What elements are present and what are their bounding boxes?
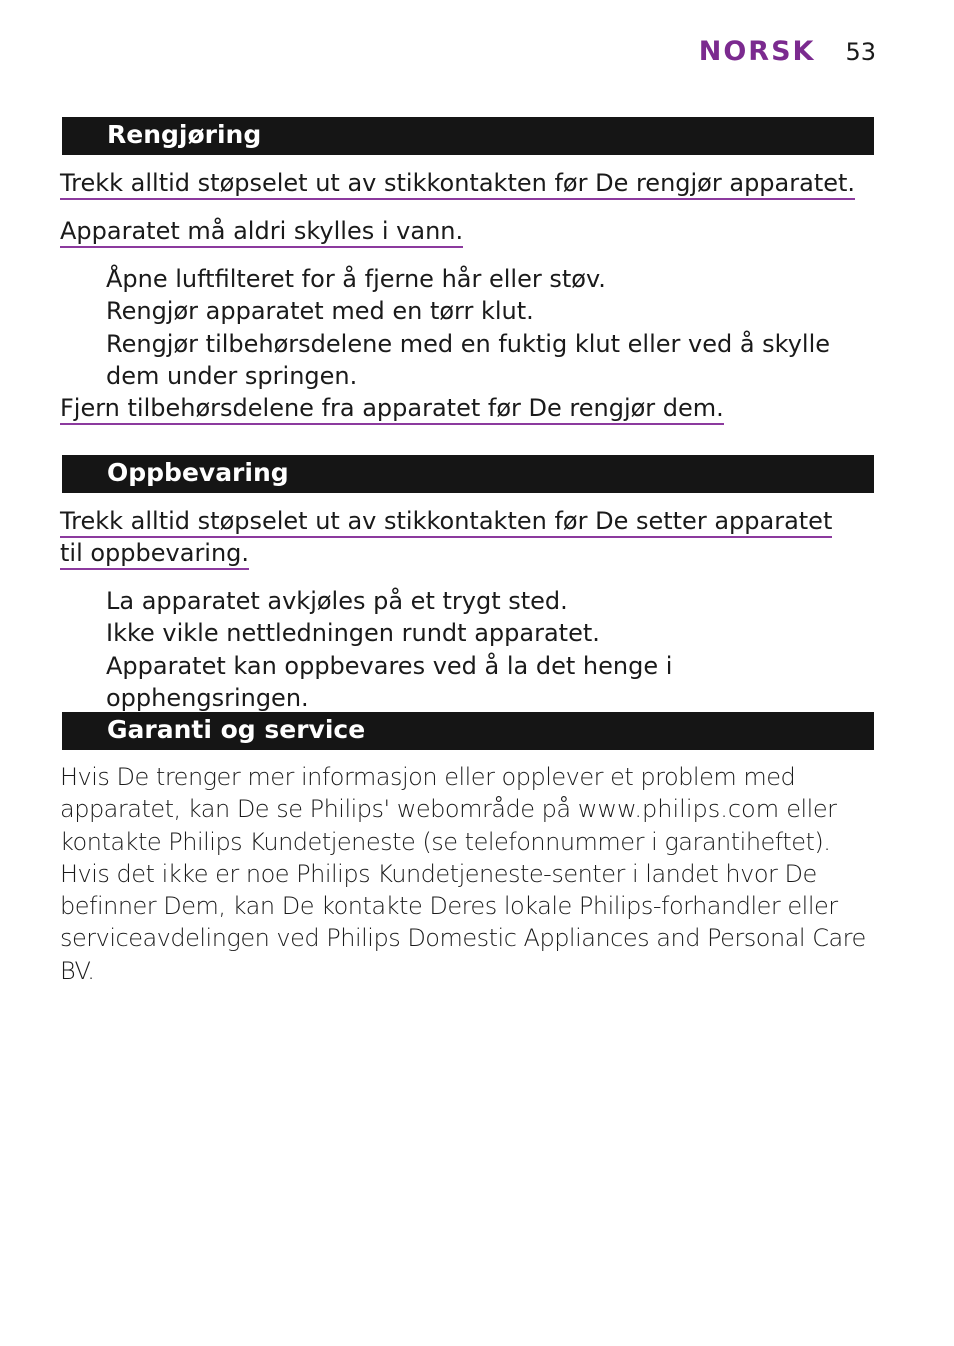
- cleaning-step: Rengjør tilbehørsdelene med en fuktig klut eller ved å skylle dem under springen.: [106, 329, 831, 390]
- cleaning-note: [60, 392, 724, 424]
- storage-steps-list: [106, 585, 876, 714]
- storage-warning: [60, 505, 860, 569]
- cleaning-warning-unplug-text: Trekk alltid støpselet ut av stikkontakten før De rengjør apparatet.: [60, 169, 855, 200]
- section-heading-warranty: Garanti og service: [62, 712, 874, 750]
- philips-website-link[interactable]: www.philips.com: [577, 795, 780, 824]
- cleaning-warning-unplug: [60, 167, 855, 199]
- cleaning-steps-list: [106, 263, 876, 392]
- page-header: [699, 36, 876, 67]
- cleaning-step: Rengjør apparatet med en tørr klut.: [106, 297, 534, 326]
- storage-step: Ikke vikle nettledningen rundt apparatet.: [106, 619, 600, 648]
- section-heading-storage: Oppbevaring: [62, 455, 874, 493]
- section-heading-cleaning: Rengjøring: [62, 117, 874, 155]
- storage-step: La apparatet avkjøles på et trygt sted.: [106, 587, 568, 615]
- storage-step: Apparatet kan oppbevares ved å la det henge i opphengsringen.: [106, 651, 673, 712]
- warranty-text-before-link: Hvis De trenger mer informasjon eller opplever et problem med apparatet, kan De se Philips' webområde på: [60, 763, 796, 824]
- page-number: 53: [845, 38, 876, 66]
- language-label: NORSK: [698, 36, 816, 67]
- warranty-text-after-link: eller kontakte Philips Kundetjeneste (se telefonnummer i garantiheftet). Hvis det ikke er noe Philips Kundetjeneste-senter i landet hvor De befinner Dem, kan De kontakte Deres lokale Philips-forhandler eller serviceavdelingen ved Philips Domestic Appliances and Personal Care BV.: [60, 795, 866, 985]
- storage-warning-text: Trekk alltid støpselet ut av stikkontakten før De setter apparatet til oppbevaring.: [60, 507, 832, 570]
- cleaning-warning-no-rinse: [60, 215, 463, 247]
- cleaning-step: Åpne luftfilteret for å fjerne hår eller støv.: [106, 265, 606, 293]
- warranty-paragraph: [60, 761, 880, 987]
- cleaning-note-text: Fjern tilbehørsdelene fra apparatet før De rengjør dem.: [60, 394, 724, 425]
- cleaning-warning-no-rinse-text: Apparatet må aldri skylles i vann.: [60, 217, 463, 248]
